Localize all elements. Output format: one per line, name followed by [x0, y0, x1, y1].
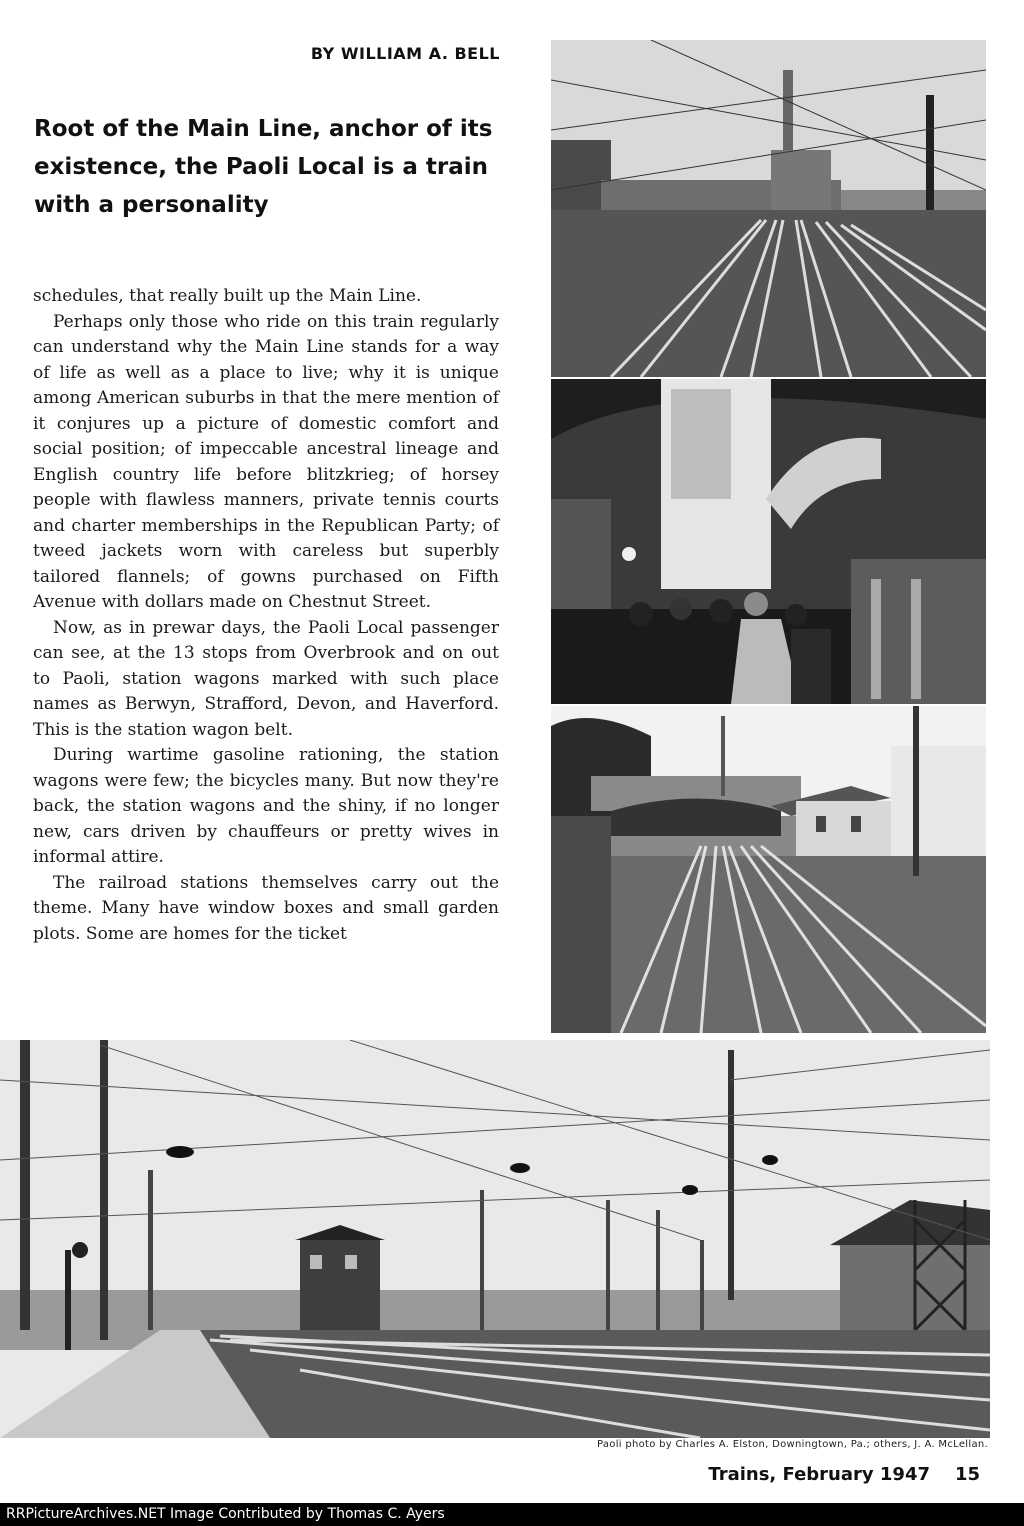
paragraph: Now, as in prewar days, the Paoli Local passenger can see, at the 13 stops from Overbrook and on out to Paoli, station wagons marked with such place names as Berwyn, Strafford, Devon, and Haverford. This is the station wagon belt. [33, 617, 499, 740]
paragraph: The railroad stations themselves carry out the theme. Many have window boxes and small garden plots. Some are homes for the ticket [33, 872, 499, 944]
byline: BY WILLIAM A. BELL [310, 44, 500, 63]
page-number: 15 [955, 1464, 981, 1485]
article-body [33, 284, 499, 947]
paragraph: schedules, that really built up the Main Line. [33, 286, 422, 306]
publication-footer: Trains, February 1947 [708, 1464, 930, 1485]
photo-rail-yard [551, 40, 986, 377]
watermark-banner: RRPictureArchives.NET Image Contributed by Thomas C. Ayers [0, 1503, 1024, 1526]
photo-station-bridge [551, 706, 986, 1033]
headline: Root of the Main Line, anchor of its existence, the Paoli Local is a train with a personality [34, 116, 493, 218]
paragraph: Perhaps only those who ride on this train regularly can understand why the Main Line stands for a way of life as well as a place to live; why it is unique among American suburbs in that the mere mention of it conjures up a picture of domestic comfort and social position; of impeccable ancestral lineage and English country life before blitzkrieg; of horsey people with flawless manners, private tennis courts and charter memberships in the Republican Party; of tweed jackets worn with careless but superbly tailored flannels; of gowns purchased on Fifth Avenue with dollars made on Chestnut Street. [33, 311, 499, 612]
photo-paoli-tracks [0, 1040, 990, 1438]
photo-station-crowd [551, 379, 986, 704]
paragraph: During wartime gasoline rationing, the station wagons were few; the bicycles many. But now they're back, the station wagons and the shiny, if no longer new, cars driven by chauffeurs or pretty wives in informal attire. [33, 745, 499, 867]
photo-credit: Paoli photo by Charles A. Elston, Downingtown, Pa.; others, J. A. McLellan. [596, 1439, 988, 1450]
